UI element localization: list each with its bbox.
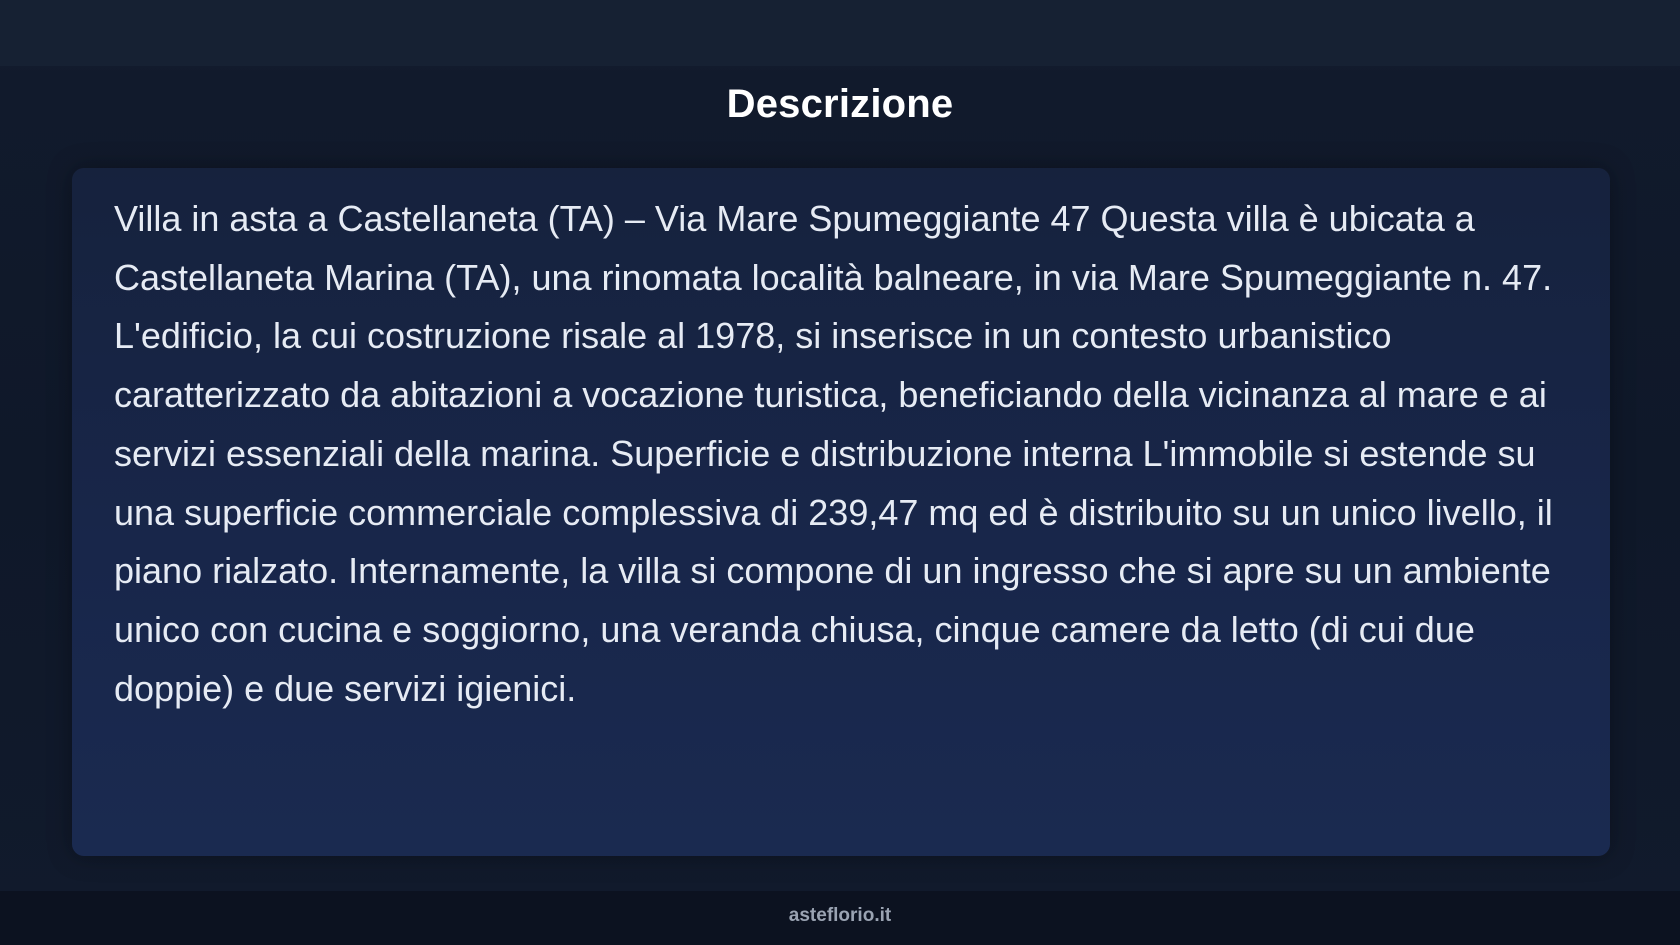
footer [0,891,1680,945]
footer-site-label: asteflorio.it [788,905,892,926]
description-text: Villa in asta a Castellaneta (TA) – Via Mare Spumeggiante 47 Questa villa è ubicata a Castellaneta Marina (TA), una rinomata località balneare, in via Mare Spumeggiante n. 47. L'edificio, la cui costruzione risale al 1978, si inserisce in un contesto urbanistico caratterizzato da abitazioni a vocazione turistica, beneficiando della vicinanza al mare e ai servizi essenziali della marina. Superficie e distribuzione interna L'immobile si estende su una superficie commerciale complessiva di 239,47 mq ed è distribuito su un unico livello, il piano rialzato. Internamente, la villa si compone di un ingresso che si apre su un ambiente unico con cucina e soggiorno, una veranda chiusa, cinque camere da letto (di cui due doppie) e due servizi igienici. [114,198,1553,709]
page-title: Descrizione [726,82,954,126]
top-band [0,0,1680,66]
